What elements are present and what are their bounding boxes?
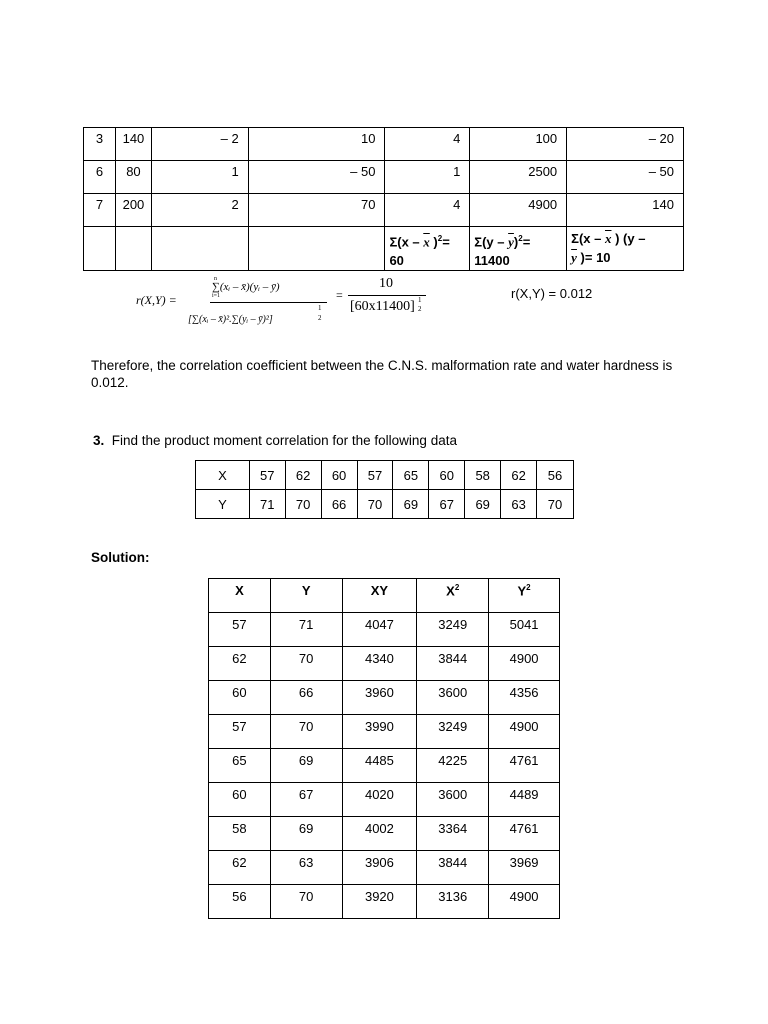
formula-denominator-value: [60x11400]: [350, 299, 415, 314]
table-row: [84, 194, 684, 227]
table-cell: 57: [209, 715, 271, 749]
table-cell: 3969: [489, 851, 560, 885]
table-row: [84, 161, 684, 194]
x-row-label: X: [196, 461, 250, 490]
table-cell: 67: [270, 783, 342, 817]
table-cell: 60: [321, 461, 357, 490]
table-cell: 63: [270, 851, 342, 885]
table-cell: 200: [115, 194, 151, 227]
table-row: [209, 851, 560, 885]
table-row: [209, 647, 560, 681]
table-cell: 62: [209, 851, 271, 885]
table-cell: 69: [393, 490, 429, 519]
table-row: [209, 885, 560, 919]
table-cell: 65: [393, 461, 429, 490]
correlation-result: r(X,Y) = 0.012: [511, 286, 593, 301]
table-cell: 7: [84, 194, 116, 227]
conclusion-text: Therefore, the correlation coefficient between the C.N.S. malformation rate and water hardness is 0.012.: [91, 358, 673, 390]
table-cell: 66: [321, 490, 357, 519]
table-cell: 3844: [417, 647, 489, 681]
formula-equals: =: [336, 288, 343, 302]
table-row: [209, 681, 560, 715]
y-row-label: Y: [196, 490, 250, 519]
column-header: $X^2$: [417, 579, 489, 613]
table-cell: 3990: [342, 715, 417, 749]
table-cell: 5041: [489, 613, 560, 647]
table-cell: 4900: [489, 885, 560, 919]
table-cell: 60: [209, 681, 271, 715]
table-cell: 140: [115, 128, 151, 161]
table-row: [209, 613, 560, 647]
table-cell: 62: [285, 461, 321, 490]
solution-label: Solution:: [91, 550, 150, 565]
exponent-num: 1: [318, 304, 322, 312]
table-cell: 10: [248, 128, 385, 161]
table-cell: 70: [537, 490, 574, 519]
table-cell: 4340: [342, 647, 417, 681]
table-cell: – 2: [151, 128, 248, 161]
table-cell: 70: [248, 194, 385, 227]
table-cell: 4225: [417, 749, 489, 783]
column-header: X: [209, 579, 271, 613]
formula-numerator: ∑(xᵢ – x̄)(yᵢ – ȳ): [212, 281, 280, 293]
table-cell: 4356: [489, 681, 560, 715]
table-cell: 70: [270, 647, 342, 681]
solution-table: [208, 578, 560, 919]
table-row: [209, 715, 560, 749]
formula-numerator-value: 10: [379, 276, 393, 291]
table-cell: 69: [270, 749, 342, 783]
table-cell: 71: [249, 490, 285, 519]
table-cell: 3844: [417, 851, 489, 885]
table-cell: 3249: [417, 715, 489, 749]
table-cell: 69: [270, 817, 342, 851]
table-cell: – 50: [567, 161, 684, 194]
table-cell: 4485: [342, 749, 417, 783]
table-cell: 58: [209, 817, 271, 851]
table-cell: 65: [209, 749, 271, 783]
table-cell: 3600: [417, 783, 489, 817]
table-cell: 3136: [417, 885, 489, 919]
table-cell: 57: [249, 461, 285, 490]
table-cell: 69: [465, 490, 501, 519]
question-3: [93, 432, 693, 449]
table-cell: 4: [385, 194, 470, 227]
table-cell: 4761: [489, 749, 560, 783]
table-cell: 4002: [342, 817, 417, 851]
table-cell: 56: [209, 885, 271, 919]
table-cell: 62: [209, 647, 271, 681]
table-cell: 4047: [342, 613, 417, 647]
table-cell: 4020: [342, 783, 417, 817]
table-cell: 70: [285, 490, 321, 519]
formula-denominator: [∑(xᵢ – x̄)².∑(yᵢ – ȳ)²]: [188, 314, 273, 325]
table-cell: 63: [501, 490, 537, 519]
table-cell: 3906: [342, 851, 417, 885]
data-table: [195, 460, 574, 519]
table-cell: 1: [151, 161, 248, 194]
table-cell: 4900: [489, 715, 560, 749]
sum-x-deviation: $\Sigma(x - \overline{x}$ )$^2$= 60: [385, 227, 470, 271]
exponent-den: 2: [318, 314, 322, 322]
table-row: [209, 749, 560, 783]
question-text: Find the product moment correlation for the following data: [111, 433, 457, 448]
table-cell: 80: [115, 161, 151, 194]
table-cell: 3: [84, 128, 116, 161]
table-cell: 60: [209, 783, 271, 817]
table-cell: 66: [270, 681, 342, 715]
table-cell: 67: [429, 490, 465, 519]
table-cell: 70: [270, 715, 342, 749]
table-cell: 4: [385, 128, 470, 161]
formula-lhs: r(X,Y) =: [136, 293, 177, 307]
table-row: [196, 490, 574, 519]
table-cell: 3600: [417, 681, 489, 715]
table-cell: 70: [357, 490, 393, 519]
table-cell: 140: [567, 194, 684, 227]
table-cell: 70: [270, 885, 342, 919]
table-cell: 1: [385, 161, 470, 194]
table-row: [209, 817, 560, 851]
table-cell: 3960: [342, 681, 417, 715]
table-cell: 62: [501, 461, 537, 490]
table-cell: 4761: [489, 817, 560, 851]
table-row: [209, 783, 560, 817]
table-header-row: [209, 579, 560, 613]
sum-lower-limit: i=1: [212, 293, 221, 299]
table-cell: 3249: [417, 613, 489, 647]
table-cell: 56: [537, 461, 574, 490]
table-cell: 4489: [489, 783, 560, 817]
table-cell: 6: [84, 161, 116, 194]
table-cell: – 50: [248, 161, 385, 194]
table-cell: 2500: [470, 161, 567, 194]
table-cell: 100: [470, 128, 567, 161]
exponent-num-2: 1: [418, 296, 422, 304]
table-row: [84, 227, 684, 271]
table-cell: 3920: [342, 885, 417, 919]
table-cell: – 20: [567, 128, 684, 161]
table-cell: 4900: [470, 194, 567, 227]
table-cell: 57: [357, 461, 393, 490]
table-row: [84, 128, 684, 161]
sum-xy-deviation: $\Sigma(x - \overline{x}$ ) (y – $\overline{y}$ )= 10: [567, 227, 684, 271]
table-cell: 57: [209, 613, 271, 647]
sum-upper-limit: n: [214, 276, 217, 282]
column-header: Y: [270, 579, 342, 613]
table-cell: 71: [270, 613, 342, 647]
table-cell: 3364: [417, 817, 489, 851]
column-header: $Y^2$: [489, 579, 560, 613]
table-cell: 58: [465, 461, 501, 490]
question-number: 3.: [93, 433, 105, 448]
table-cell: 2: [151, 194, 248, 227]
column-header: XY: [342, 579, 417, 613]
fraction-line: [210, 302, 327, 303]
table-cell: 4900: [489, 647, 560, 681]
fraction-line-2: [348, 295, 426, 296]
table-cell: 60: [429, 461, 465, 490]
exponent-den-2: 2: [418, 305, 422, 313]
sum-y-deviation: $\Sigma(y - \overline{y})^2=$ 11400: [470, 227, 567, 271]
table-row: [196, 461, 574, 490]
deviation-table: [83, 127, 684, 271]
